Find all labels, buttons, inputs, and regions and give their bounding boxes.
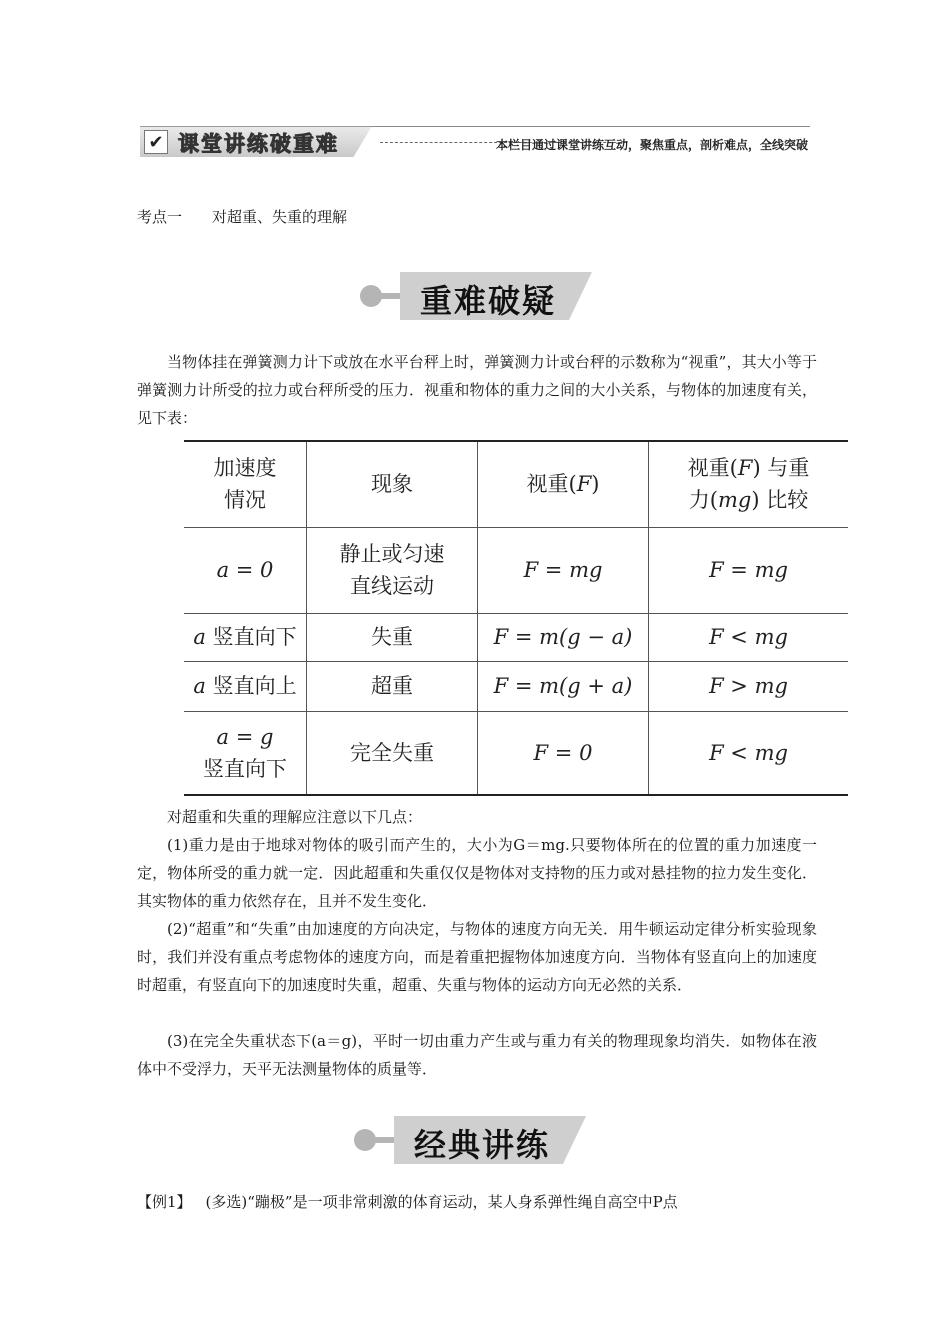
table-header-row: [184, 441, 848, 527]
banner-title: 课堂讲练破重难: [178, 132, 339, 156]
table-cell: 静止或匀速 直线运动: [307, 527, 478, 613]
section-title: 重难破疑: [419, 282, 556, 320]
section-header-examples: [354, 1116, 586, 1164]
table-cell: F < mg: [649, 613, 849, 661]
example-text: (多选)“蹦极”是一项非常刺激的体育运动，某人身系弹性绳自高空中P点: [205, 1193, 678, 1211]
table-row: [184, 711, 848, 795]
table-cell: 超重: [307, 661, 478, 711]
table-row: [184, 527, 848, 613]
table-cell: F = 0: [478, 711, 649, 795]
check-icon: ✔: [144, 130, 168, 154]
topic-title: 对超重、失重的理解: [212, 208, 348, 226]
banner-description: 本栏目通过课堂讲练互动，聚焦重点，剖析难点，全线突破: [495, 138, 808, 152]
note-item: (3)在完全失重状态下(a＝g)，平时一切由重力产生或与重力有关的物理现象均消失．如物体在液体中不受浮力，天平无法测量物体的质量等．: [137, 1032, 817, 1078]
weight-comparison-table: [184, 440, 848, 796]
table-cell: F < mg: [709, 740, 788, 765]
section-title: 经典讲练: [413, 1126, 550, 1164]
table-cell: 完全失重: [307, 711, 478, 795]
note-item: (2)“超重”和“失重”由加速度的方向决定，与物体的速度方向无关．用牛顿运动定律分析实验现象时，我们并没有重点考虑物体的速度方向，而是着重把握物体加速度方向．当物体有竖直向上的加速度时超重，有竖直向下的加速度时失重，超重、失重与物体的运动方向无必然的关系．: [137, 920, 817, 994]
notes-lead: 对超重和失重的理解应注意以下几点：: [167, 808, 423, 826]
table-row: [184, 613, 848, 661]
table-header-cell: 视重(F) 与重 力(mg) 比较: [649, 441, 849, 527]
table-header-cell: 加速度 情况: [184, 441, 307, 527]
table-cell: F = m(g + a): [478, 661, 649, 711]
section-header-difficulty: [360, 272, 592, 320]
intro-paragraph: 当物体挂在弹簧测力计下或放在水平台秤上时，弹簧测力计或台秤的示数称为“视重”，其大小等于弹簧测力计所受的拉力或台秤所受的压力．视重和物体的重力之间的大小关系，与物体的加速度有关，见下表：: [137, 353, 817, 427]
note-item: (1)重力是由于地球对物体的吸引而产生的，大小为G＝mg.只要物体所在的位置的重力加速度一定，物体所受的重力就一定．因此超重和失重仅仅是物体对支持物的压力或对悬挂物的拉力发生变化．其实物体的重力依然存在，且并不发生变化．: [137, 836, 817, 910]
topic-label: 考点一: [137, 208, 183, 226]
bullet-dot-icon: [354, 1129, 376, 1151]
table-row: [184, 661, 848, 711]
topic-heading: [137, 206, 347, 227]
table-cell: 失重: [307, 613, 478, 661]
banner-rule: [366, 126, 810, 127]
example-line: [137, 1188, 817, 1216]
table-cell: a 竖直向上: [184, 661, 307, 711]
table-header-cell: 视重(F): [478, 441, 649, 527]
table-cell: a = 0: [184, 527, 307, 613]
table-cell: F = m(g − a): [478, 613, 649, 661]
table-cell: F = mg: [649, 527, 849, 613]
table-cell: F > mg: [649, 661, 849, 711]
section-banner: [140, 126, 810, 156]
table-cell: a 竖直向下: [184, 613, 307, 661]
bullet-dot-icon: [360, 285, 382, 307]
example-label: 【例1】: [137, 1193, 192, 1211]
table-header-cell: 现象: [307, 441, 478, 527]
table-cell: a = g 竖直向下: [184, 711, 307, 795]
table-cell: F = mg: [478, 527, 649, 613]
